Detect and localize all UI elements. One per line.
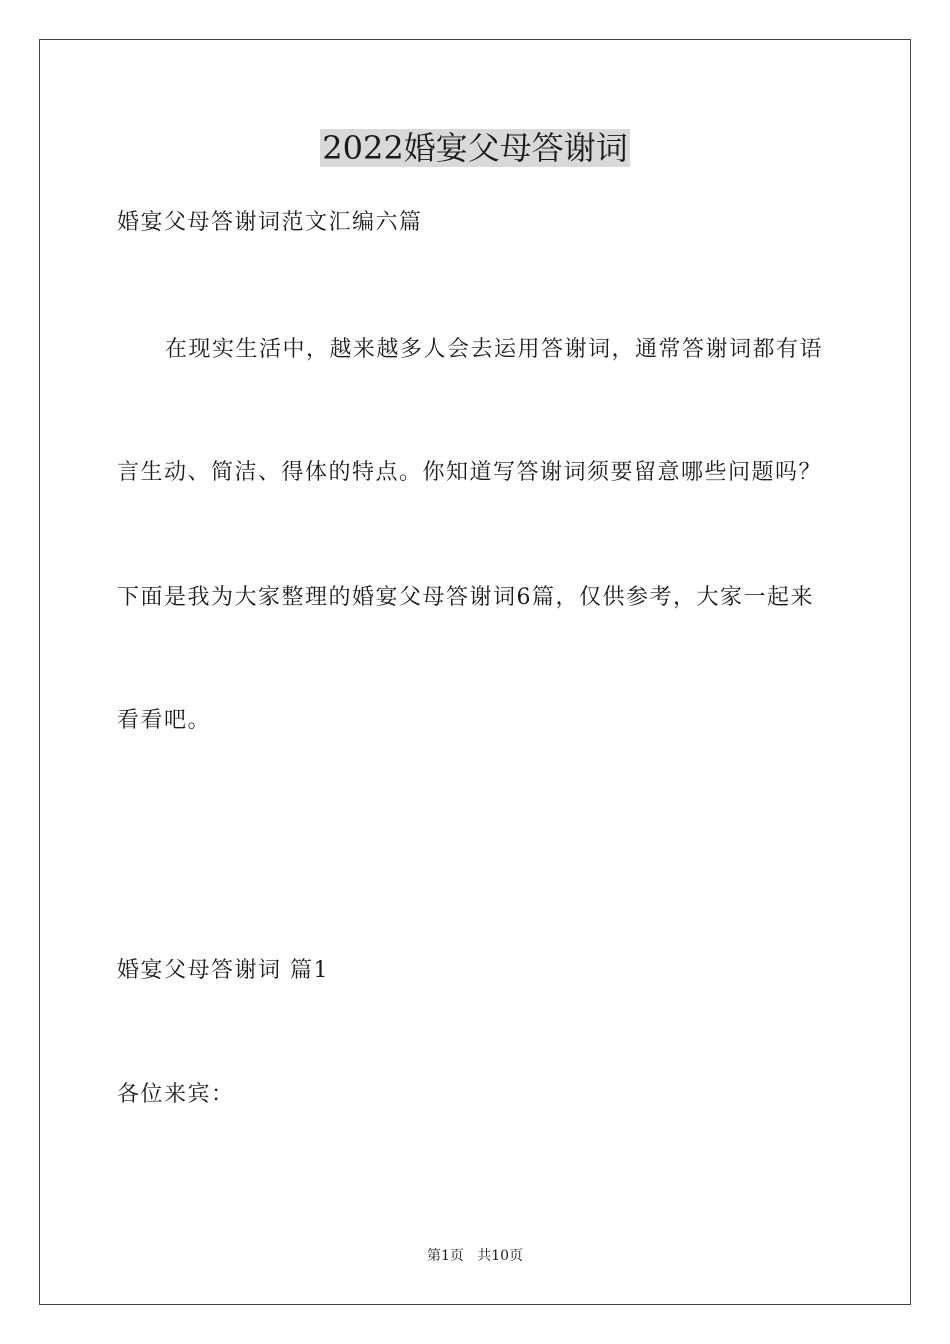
document-title-text: 2022婚宴父母答谢词: [322, 129, 628, 167]
document-subtitle: 婚宴父母答谢词范文汇编六篇: [117, 210, 423, 235]
document-title: [0, 128, 950, 168]
intro-line-3: 下面是我为大家整理的婚宴父母答谢词6篇，仅供参考，大家一起来: [117, 585, 814, 610]
intro-line-2: 言生动、简洁、得体的特点。你知道写答谢词须要留意哪些问题吗？: [117, 460, 823, 485]
salutation: 各位来宾：: [117, 1082, 235, 1107]
page-footer: 第1页 共10页: [426, 1248, 524, 1264]
section-heading: 婚宴父母答谢词 篇1: [117, 958, 329, 983]
intro-line-1: 在现实生活中，越来越多人会去运用答谢词，通常答谢词都有语: [165, 337, 824, 362]
intro-line-4: 看看吧。: [117, 708, 212, 733]
